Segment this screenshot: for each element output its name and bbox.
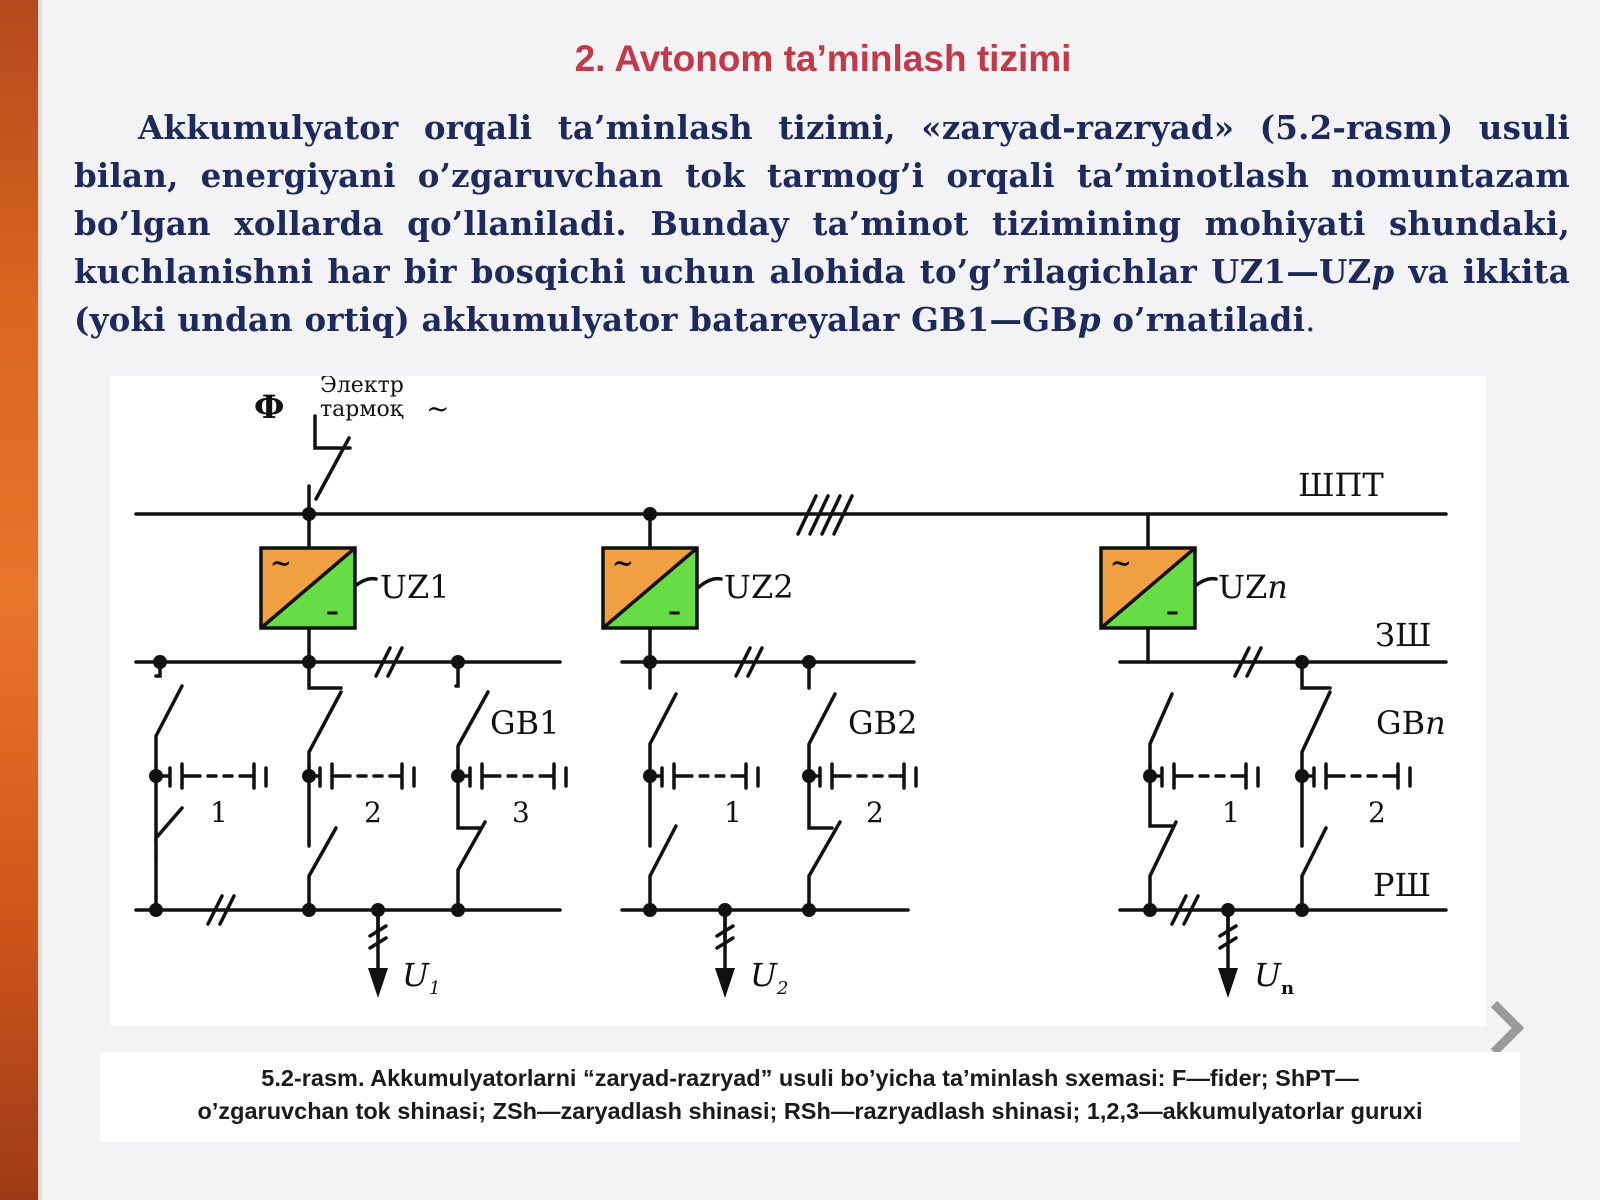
paragraph-italic-p2: p	[1077, 300, 1101, 339]
body-paragraph	[74, 104, 1570, 344]
bus-charge-label: ЗШ	[1375, 616, 1432, 654]
network-label-line2: тармоқ	[320, 397, 404, 422]
group1-battery-2: 2	[364, 796, 382, 829]
uzn-dc-symbol: –	[1166, 597, 1179, 627]
uz1-leader	[354, 579, 376, 587]
network-label-line1: Электр	[320, 376, 404, 398]
output-arrowheads	[368, 968, 1238, 998]
groupn-battery-1: 1	[1222, 796, 1240, 829]
gb2-label: GB2	[848, 704, 918, 742]
slide-title: 2. Avtonom ta’minlash tizimi	[574, 38, 1072, 79]
uz2-ac-symbol: ~	[612, 549, 634, 579]
bus-ac-label: ШПТ	[1298, 466, 1384, 504]
uzn-ac-symbol: ~	[1110, 549, 1132, 579]
group2-battery-1: 1	[724, 796, 742, 829]
uzn-leader	[1194, 579, 1216, 587]
group1-battery-3: 3	[512, 796, 530, 829]
group-2-wiring	[650, 662, 840, 938]
network-tilde: ~	[426, 392, 450, 425]
uz1-ac-symbol: ~	[270, 549, 292, 579]
output-u1-label: $U_1$	[402, 956, 441, 999]
next-slide-button[interactable]	[1488, 1000, 1524, 1056]
left-accent-bar	[0, 0, 42, 1200]
output-u2-label: $U_2$	[750, 956, 789, 999]
paragraph-italic-p1: p	[1371, 252, 1395, 291]
paragraph-period: .	[1305, 301, 1316, 339]
battery-strings	[156, 764, 1410, 788]
groupn-battery-2: 2	[1368, 796, 1386, 829]
chevron-right-icon	[1488, 1000, 1524, 1056]
caption-line-1: 5.2-rasm. Akkumulyatorlarni “zaryad-razryad” usuli bo’yicha ta’minlash sxemasi: F—fider; ShPT—	[261, 1065, 1359, 1091]
uz1-label: UZ1	[380, 568, 450, 606]
output-un-label: $U_n$	[1254, 956, 1295, 999]
uzn-label: UZn	[1218, 568, 1288, 606]
paragraph-part-2: va ikkita (yoki undan ortiq) akkumulyator batareyalar GB1—GB	[74, 252, 1570, 339]
figure-caption	[100, 1052, 1520, 1142]
feeder-label: Ф	[254, 388, 285, 426]
group2-battery-2: 2	[866, 796, 884, 829]
gb1-label: GB1	[490, 704, 560, 742]
uz2-label: UZ2	[724, 568, 794, 606]
paragraph-part-1: Akkumulyator orqali ta’minlash tizimi, «zaryad-razryad» (5.2-rasm) usuli bilan, energiyani o’zgaruvchan tok tarmog’i orqali ta’minotlash nomuntazam bo’lgan xollarda qo’llaniladi. Bunday ta’minot tizimining mohiyati shundaki, kuchlanishni har bir bosqichi uchun alohida to’g’rilagichlar UZ1—UZ	[74, 108, 1570, 291]
uz1-dc-symbol: –	[326, 597, 339, 627]
uz2-leader	[699, 579, 721, 587]
uz2-dc-symbol: –	[668, 597, 681, 627]
gbn-label: GBn	[1376, 704, 1446, 742]
group-1-wiring	[156, 662, 488, 938]
output-arrows	[370, 910, 1236, 988]
circuit-svg	[110, 376, 1486, 1026]
circuit-diagram	[110, 376, 1486, 1026]
bus-discharge-label: РШ	[1373, 866, 1432, 904]
group1-battery-1: 1	[210, 796, 228, 829]
caption-line-2: o’zgaruvchan tok shinasi; ZSh—zaryadlash shinasi; RSh—razryadlash shinasi; 1,2,3—akkumulyatorlar guruxi	[197, 1098, 1423, 1124]
paragraph-part-3: o’rnatiladi	[1100, 300, 1306, 339]
